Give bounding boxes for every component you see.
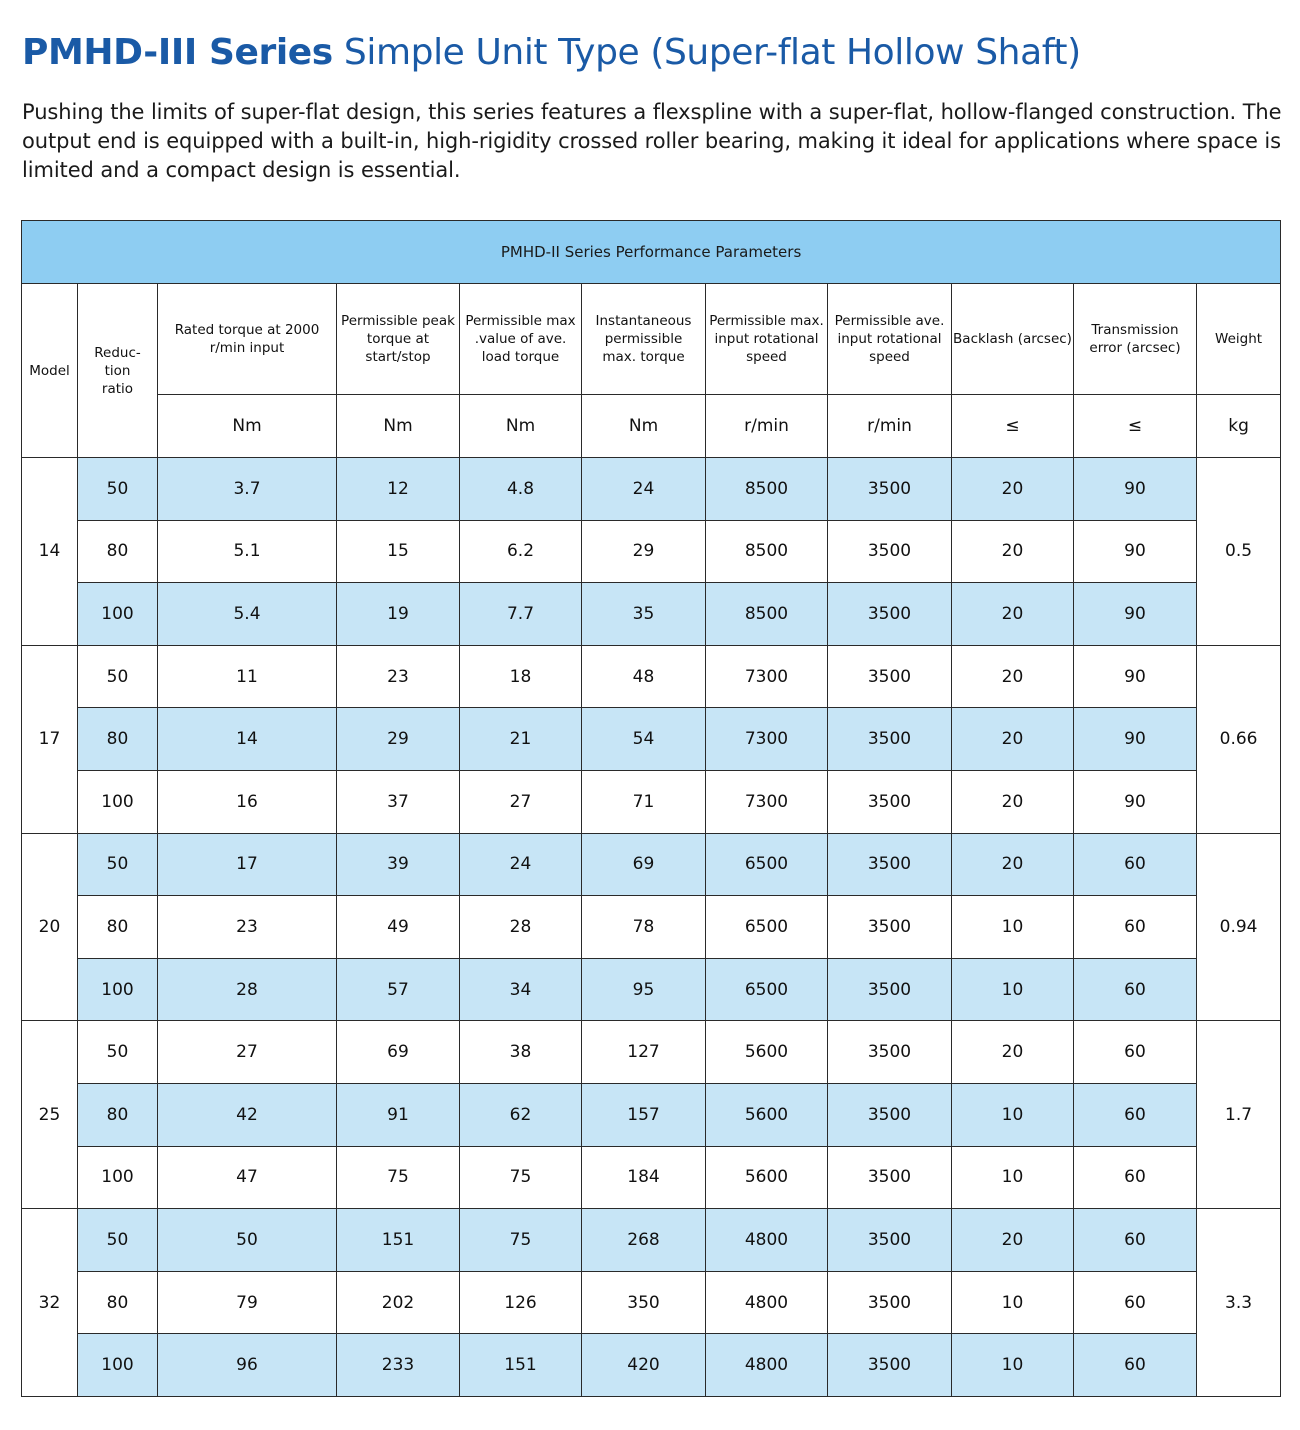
page-title <box>22 32 1081 73</box>
cell-ave-load-torque: 4.8 <box>460 458 582 521</box>
cell-ave-input-speed: 3500 <box>828 1271 952 1334</box>
cell-ave-load-torque: 18 <box>460 645 582 708</box>
table-row <box>22 520 1281 583</box>
column-header-transmission-error: Transmission error (arcsec) <box>1074 284 1197 395</box>
cell-rated-torque: 50 <box>158 1209 337 1272</box>
cell-momentary-torque: 54 <box>582 708 706 771</box>
cell-ave-load-torque: 38 <box>460 1021 582 1084</box>
cell-reduction-ratio: 50 <box>78 1209 158 1272</box>
cell-peak-torque: 12 <box>337 458 460 521</box>
unit-transmission-error: ≤ <box>1074 395 1197 458</box>
cell-ave-load-torque: 21 <box>460 708 582 771</box>
unit-row <box>22 395 1281 458</box>
cell-reduction-ratio: 100 <box>78 583 158 646</box>
model-cell: 17 <box>22 645 78 833</box>
cell-reduction-ratio: 80 <box>78 896 158 959</box>
cell-momentary-torque: 184 <box>582 1146 706 1209</box>
cell-backlash: 20 <box>952 458 1074 521</box>
cell-reduction-ratio: 80 <box>78 1271 158 1334</box>
model-cell: 14 <box>22 458 78 646</box>
cell-ave-input-speed: 3500 <box>828 708 952 771</box>
cell-rated-torque: 23 <box>158 896 337 959</box>
column-header-momentary-torque: Instantaneous permissible max. torque <box>582 284 706 395</box>
table-row <box>22 458 1281 521</box>
cell-reduction-ratio: 80 <box>78 1083 158 1146</box>
column-header-row <box>22 284 1281 395</box>
cell-momentary-torque: 48 <box>582 645 706 708</box>
unit-max-input-speed: r/min <box>706 395 828 458</box>
cell-ave-input-speed: 3500 <box>828 833 952 896</box>
cell-momentary-torque: 78 <box>582 896 706 959</box>
cell-transmission-error: 60 <box>1074 1021 1197 1084</box>
cell-ave-input-speed: 3500 <box>828 770 952 833</box>
cell-max-input-speed: 7300 <box>706 708 828 771</box>
cell-peak-torque: 69 <box>337 1021 460 1084</box>
table-row <box>22 1021 1281 1084</box>
cell-max-input-speed: 5600 <box>706 1083 828 1146</box>
table-row <box>22 583 1281 646</box>
cell-peak-torque: 37 <box>337 770 460 833</box>
table-row <box>22 1146 1281 1209</box>
cell-momentary-torque: 350 <box>582 1271 706 1334</box>
column-header-rated-torque: Rated torque at 2000 r/min input <box>158 284 337 395</box>
cell-reduction-ratio: 80 <box>78 708 158 771</box>
cell-transmission-error: 60 <box>1074 958 1197 1021</box>
cell-transmission-error: 90 <box>1074 458 1197 521</box>
weight-cell: 3.3 <box>1197 1209 1281 1397</box>
cell-transmission-error: 90 <box>1074 708 1197 771</box>
cell-peak-torque: 151 <box>337 1209 460 1272</box>
column-header-max-input-speed: Permissible max. input rotational speed <box>706 284 828 395</box>
cell-peak-torque: 39 <box>337 833 460 896</box>
cell-ave-load-torque: 126 <box>460 1271 582 1334</box>
cell-peak-torque: 19 <box>337 583 460 646</box>
cell-ave-input-speed: 3500 <box>828 1334 952 1397</box>
cell-reduction-ratio: 80 <box>78 520 158 583</box>
cell-rated-torque: 14 <box>158 708 337 771</box>
cell-backlash: 10 <box>952 896 1074 959</box>
weight-cell: 0.66 <box>1197 645 1281 833</box>
cell-reduction-ratio: 50 <box>78 458 158 521</box>
cell-ave-load-torque: 151 <box>460 1334 582 1397</box>
table-head <box>22 221 1281 458</box>
cell-transmission-error: 60 <box>1074 896 1197 959</box>
cell-backlash: 20 <box>952 1209 1074 1272</box>
cell-peak-torque: 57 <box>337 958 460 1021</box>
cell-transmission-error: 60 <box>1074 1146 1197 1209</box>
table-row <box>22 833 1281 896</box>
cell-ave-input-speed: 3500 <box>828 645 952 708</box>
cell-ave-load-torque: 75 <box>460 1209 582 1272</box>
cell-backlash: 20 <box>952 1021 1074 1084</box>
column-header-ave-load-torque: Permissible max .value of ave. load torque <box>460 284 582 395</box>
cell-backlash: 20 <box>952 520 1074 583</box>
cell-max-input-speed: 6500 <box>706 833 828 896</box>
cell-rated-torque: 11 <box>158 645 337 708</box>
cell-backlash: 20 <box>952 770 1074 833</box>
cell-ave-load-torque: 62 <box>460 1083 582 1146</box>
cell-reduction-ratio: 100 <box>78 1146 158 1209</box>
cell-reduction-ratio: 100 <box>78 958 158 1021</box>
cell-ave-input-speed: 3500 <box>828 458 952 521</box>
cell-max-input-speed: 7300 <box>706 770 828 833</box>
cell-max-input-speed: 4800 <box>706 1271 828 1334</box>
weight-cell: 0.5 <box>1197 458 1281 646</box>
cell-transmission-error: 90 <box>1074 520 1197 583</box>
unit-backlash: ≤ <box>952 395 1074 458</box>
column-header-model: Model <box>22 284 78 458</box>
cell-momentary-torque: 35 <box>582 583 706 646</box>
cell-ave-input-speed: 3500 <box>828 896 952 959</box>
table-row <box>22 1334 1281 1397</box>
cell-peak-torque: 49 <box>337 896 460 959</box>
cell-backlash: 20 <box>952 833 1074 896</box>
cell-momentary-torque: 71 <box>582 770 706 833</box>
cell-max-input-speed: 6500 <box>706 896 828 959</box>
model-cell: 20 <box>22 833 78 1021</box>
column-header-ave-input-speed: Permissible ave. input rotational speed <box>828 284 952 395</box>
cell-momentary-torque: 127 <box>582 1021 706 1084</box>
cell-ave-load-torque: 28 <box>460 896 582 959</box>
cell-rated-torque: 16 <box>158 770 337 833</box>
cell-backlash: 10 <box>952 1083 1074 1146</box>
cell-transmission-error: 60 <box>1074 1271 1197 1334</box>
cell-max-input-speed: 5600 <box>706 1146 828 1209</box>
cell-backlash: 10 <box>952 1334 1074 1397</box>
column-header-weight: Weight <box>1197 284 1281 395</box>
cell-ave-load-torque: 6.2 <box>460 520 582 583</box>
cell-ave-load-torque: 24 <box>460 833 582 896</box>
cell-rated-torque: 27 <box>158 1021 337 1084</box>
cell-ave-input-speed: 3500 <box>828 1021 952 1084</box>
cell-momentary-torque: 420 <box>582 1334 706 1397</box>
model-cell: 32 <box>22 1209 78 1397</box>
unit-ave-load-torque: Nm <box>460 395 582 458</box>
cell-max-input-speed: 8500 <box>706 458 828 521</box>
table-row <box>22 1271 1281 1334</box>
cell-backlash: 20 <box>952 708 1074 771</box>
cell-ave-input-speed: 3500 <box>828 1209 952 1272</box>
unit-weight: kg <box>1197 395 1281 458</box>
cell-ave-input-speed: 3500 <box>828 520 952 583</box>
cell-transmission-error: 60 <box>1074 833 1197 896</box>
unit-ave-input-speed: r/min <box>828 395 952 458</box>
cell-rated-torque: 5.4 <box>158 583 337 646</box>
table-row <box>22 1209 1281 1272</box>
cell-ave-load-torque: 75 <box>460 1146 582 1209</box>
cell-max-input-speed: 4800 <box>706 1209 828 1272</box>
weight-cell: 1.7 <box>1197 1021 1281 1209</box>
cell-rated-torque: 3.7 <box>158 458 337 521</box>
cell-peak-torque: 91 <box>337 1083 460 1146</box>
cell-max-input-speed: 7300 <box>706 645 828 708</box>
cell-reduction-ratio: 50 <box>78 1021 158 1084</box>
unit-momentary-torque: Nm <box>582 395 706 458</box>
cell-ave-load-torque: 27 <box>460 770 582 833</box>
cell-backlash: 20 <box>952 645 1074 708</box>
cell-ave-input-speed: 3500 <box>828 583 952 646</box>
table-body <box>22 458 1281 1397</box>
cell-rated-torque: 96 <box>158 1334 337 1397</box>
table-row <box>22 958 1281 1021</box>
cell-transmission-error: 60 <box>1074 1334 1197 1397</box>
cell-max-input-speed: 6500 <box>706 958 828 1021</box>
model-cell: 25 <box>22 1021 78 1209</box>
column-header-reduction-ratio: Reduc-tion ratio <box>78 284 158 458</box>
cell-max-input-speed: 8500 <box>706 583 828 646</box>
table-caption: PMHD-II Series Performance Parameters <box>22 221 1281 284</box>
cell-peak-torque: 29 <box>337 708 460 771</box>
cell-peak-torque: 15 <box>337 520 460 583</box>
cell-rated-torque: 42 <box>158 1083 337 1146</box>
series-subtitle: Simple Unit Type (Super-flat Hollow Shaft) <box>343 32 1081 73</box>
cell-ave-input-speed: 3500 <box>828 1083 952 1146</box>
table-row <box>22 896 1281 959</box>
cell-momentary-torque: 95 <box>582 958 706 1021</box>
cell-transmission-error: 90 <box>1074 645 1197 708</box>
cell-ave-load-torque: 34 <box>460 958 582 1021</box>
column-header-peak-torque: Permissible peak torque at start/stop <box>337 284 460 395</box>
cell-reduction-ratio: 100 <box>78 770 158 833</box>
table-row <box>22 770 1281 833</box>
cell-transmission-error: 90 <box>1074 770 1197 833</box>
cell-backlash: 10 <box>952 1146 1074 1209</box>
cell-backlash: 10 <box>952 958 1074 1021</box>
cell-ave-input-speed: 3500 <box>828 1146 952 1209</box>
cell-peak-torque: 233 <box>337 1334 460 1397</box>
cell-transmission-error: 60 <box>1074 1083 1197 1146</box>
cell-max-input-speed: 4800 <box>706 1334 828 1397</box>
cell-peak-torque: 202 <box>337 1271 460 1334</box>
cell-ave-input-speed: 3500 <box>828 958 952 1021</box>
table-row <box>22 1083 1281 1146</box>
cell-max-input-speed: 8500 <box>706 520 828 583</box>
cell-reduction-ratio: 100 <box>78 1334 158 1397</box>
cell-peak-torque: 23 <box>337 645 460 708</box>
cell-momentary-torque: 69 <box>582 833 706 896</box>
intro-paragraph: Pushing the limits of super-flat design, this series features a flexspline with a super-flat, hollow-flanged construction. The output end is equipped with a built-in, high-rigidity crossed roller bearing, making it ideal for applications where space is limited and a compact design is essential. <box>22 100 1282 182</box>
weight-cell: 0.94 <box>1197 833 1281 1021</box>
unit-rated-torque: Nm <box>158 395 337 458</box>
cell-transmission-error: 60 <box>1074 1209 1197 1272</box>
cell-momentary-torque: 29 <box>582 520 706 583</box>
cell-rated-torque: 17 <box>158 833 337 896</box>
cell-rated-torque: 79 <box>158 1271 337 1334</box>
cell-momentary-torque: 157 <box>582 1083 706 1146</box>
column-header-backlash: Backlash (arcsec) <box>952 284 1074 395</box>
unit-peak-torque: Nm <box>337 395 460 458</box>
cell-backlash: 20 <box>952 583 1074 646</box>
cell-rated-torque: 28 <box>158 958 337 1021</box>
cell-ave-load-torque: 7.7 <box>460 583 582 646</box>
cell-momentary-torque: 268 <box>582 1209 706 1272</box>
cell-reduction-ratio: 50 <box>78 645 158 708</box>
cell-transmission-error: 90 <box>1074 583 1197 646</box>
cell-rated-torque: 5.1 <box>158 520 337 583</box>
series-name: PMHD-III Series <box>22 32 333 73</box>
cell-max-input-speed: 5600 <box>706 1021 828 1084</box>
cell-momentary-torque: 24 <box>582 458 706 521</box>
cell-backlash: 10 <box>952 1271 1074 1334</box>
performance-table <box>21 220 1281 1397</box>
table-row <box>22 645 1281 708</box>
cell-rated-torque: 47 <box>158 1146 337 1209</box>
cell-reduction-ratio: 50 <box>78 833 158 896</box>
cell-peak-torque: 75 <box>337 1146 460 1209</box>
table-row <box>22 708 1281 771</box>
